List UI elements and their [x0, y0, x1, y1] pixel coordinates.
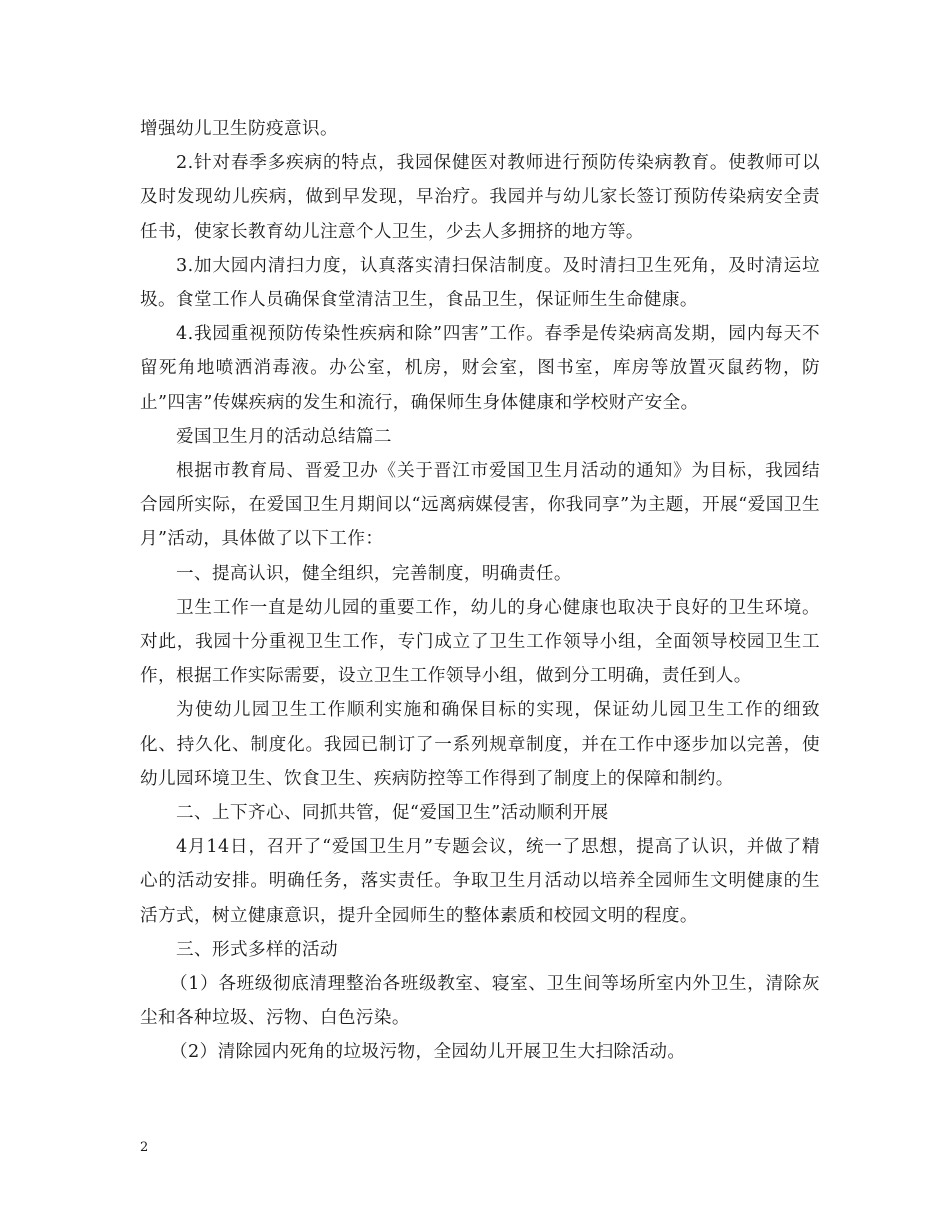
paragraph-6: 根据市教育局、晋爱卫办《关于晋江市爱国卫生月活动的通知》为目标，我园结合园所实际，在爱国卫生月期间以“远离病媒侵害，你我同享”为主题，开展“爱国卫生月”活动，具体做了以下工作：: [140, 461, 820, 550]
paragraph-8: 卫生工作一直是幼儿园的重要工作，幼儿的身心健康也取决于良好的卫生环境。对此，我园十分重视卫生工作，专门成立了卫生工作领导小组，全面领导校园卫生工作，根据工作实际需要，设立卫生工作领导小组，做到分工明确，责任到人。: [140, 597, 820, 687]
list-item-1: （1）各班级彻底清理整治各班级教室、寝室、卫生间等场所室内外卫生，清除灰尘和各种垃圾、污物、白色污染。: [140, 974, 820, 1029]
paragraph-11: 4月14日，召开了“爱国卫生月”专题会议，统一了思想，提高了认识，并做了精心的活动安排。明确任务，落实责任。争取卫生月活动以培养全园师生文明健康的生活方式，树立健康意识，提升全园师生的整体素质和校园文明的程度。: [140, 837, 820, 926]
subheading-1: 一、提高认识，健全组织，完善制度，明确责任。: [176, 563, 572, 584]
paragraph-3: 3.加大园内清扫力度，认真落实清扫保洁制度。及时清扫卫生死角，及时清运垃圾。食堂工作人员确保食堂清洁卫生，食品卫生，保证师生生命健康。: [140, 255, 820, 311]
paragraph-9: 为使幼儿园卫生工作顺利实施和确保目标的实现，保证幼儿园卫生工作的细致化、持久化、制度化。我园已制订了一系列规章制度，并在工作中逐步加以完善，使幼儿园环境卫生、饮食卫生、疾病防控等工作得到了制度上的保障和制约。: [140, 700, 820, 789]
list-item-2: （2）清除园内死角的垃圾污物，全园幼儿开展卫生大扫除活动。: [170, 1042, 686, 1063]
paragraph-4: 4.我园重视预防传染性疾病和除”四害”工作。春季是传染病高发期，园内每天不留死角地喷洒消毒液。办公室，机房，财会室，图书室，库房等放置灭鼠药物，防止”四害”传媒疾病的发生和流行，确保师生身体健康和学校财产安全。: [140, 324, 820, 413]
document-body: [140, 112, 820, 1070]
paragraph-1: 增强幼儿卫生防疫意识。: [140, 119, 338, 139]
paragraph-2: 2.针对春季多疾病的特点，我园保健医对教师进行预防传染病教育。使教师可以及时发现幼儿疾病，做到早发现，早治疗。我园并与幼儿家长签订预防传染病安全责任书，使家长教育幼儿注意个人卫生，少去人多拥挤的地方等。: [140, 153, 820, 242]
subheading-3: 三、形式多样的活动: [176, 939, 338, 960]
section-heading-2: 爱国卫生月的活动总结篇二: [176, 426, 392, 447]
subheading-2: 二、上下齐心、同抓共管，促“爱国卫生”活动顺利开展: [176, 803, 609, 824]
page-number: 2: [140, 1140, 149, 1155]
